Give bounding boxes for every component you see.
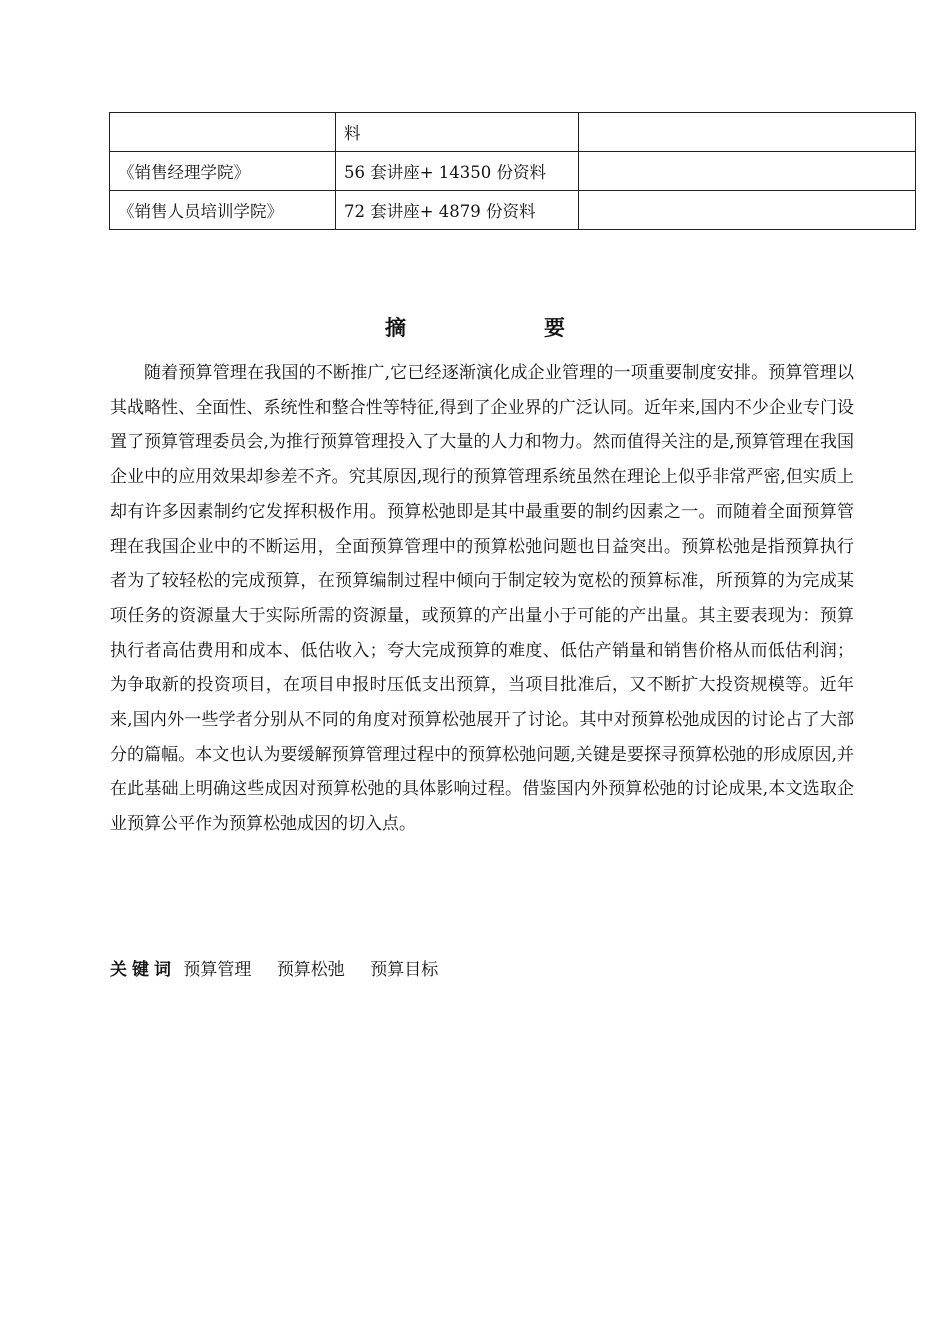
table-cell: 72 套讲座+ 4879 份资料 xyxy=(336,191,579,230)
abstract-heading xyxy=(0,312,950,342)
table-row xyxy=(110,113,916,152)
table-cell xyxy=(579,152,916,191)
keywords-line xyxy=(110,955,458,985)
table-cell xyxy=(579,191,916,230)
keyword-item: 预算管理 xyxy=(183,960,252,980)
table-cell: 《销售经理学院》 xyxy=(110,152,336,191)
abstract-heading-char-2: 要 xyxy=(544,316,565,340)
table-row xyxy=(110,152,916,191)
abstract-paragraph: 随着预算管理在我国的不断推广,它已经逐渐演化成企业管理的一项重要制度安排。预算管理以其战略性、全面性、系统性和整合性等特征,得到了企业界的广泛认同。近年来,国内不少企业专门设置了预算管理委员会,为推行预算管理投入了大量的人力和物力。然而值得关注的是,预算管理在我国企业中的应用效果却参差不齐。究其原因,现行的预算管理系统虽然在理论上似乎非常严密,但实质上却有许多因素制约它发挥积极作用。预算松弛即是其中最重要的制约因素之一。而随着全面预算管理在我国企业中的不断运用，全面预算管理中的预算松弛问题也日益突出。预算松弛是指预算执行者为了较轻松的完成预算，在预算编制过程中倾向于制定较为宽松的预算标准，所预算的为完成某项任务的资源量大于实际所需的资源量，或预算的产出量小于可能的产出量。其主要表现为：预算执行者高估费用和成本、低估收入；夸大完成预算的难度、低估产销量和销售价格从而低估利润；为争取新的投资项目，在项目申报时压低支出预算，当项目批准后，又不断扩大投资规模等。近年来,国内外一些学者分别从不同的角度对预算松弛展开了讨论。其中对预算松弛成因的讨论占了大部分的篇幅。本文也认为要缓解预算管理过程中的预算松弛问题,关键是要探寻预算松弛的形成原因,并在此基础上明确这些成因对预算松弛的具体影响过程。借鉴国内外预算松弛的讨论成果,本文选取企业预算公平作为预算松弛成因的切入点。 xyxy=(110,363,854,835)
keywords-label: 关键词 xyxy=(110,960,176,980)
abstract-heading-char-1: 摘 xyxy=(385,316,406,340)
keyword-item: 预算目标 xyxy=(370,960,439,980)
table-cell xyxy=(579,113,916,152)
table-cell: 《销售人员培训学院》 xyxy=(110,191,336,230)
table-cell: 56 套讲座+ 14350 份资料 xyxy=(336,152,579,191)
keyword-item: 预算松弛 xyxy=(276,960,345,980)
table-cell xyxy=(110,113,336,152)
table-cell: 料 xyxy=(336,113,579,152)
catalog-table xyxy=(109,112,916,230)
table-row xyxy=(110,191,916,230)
